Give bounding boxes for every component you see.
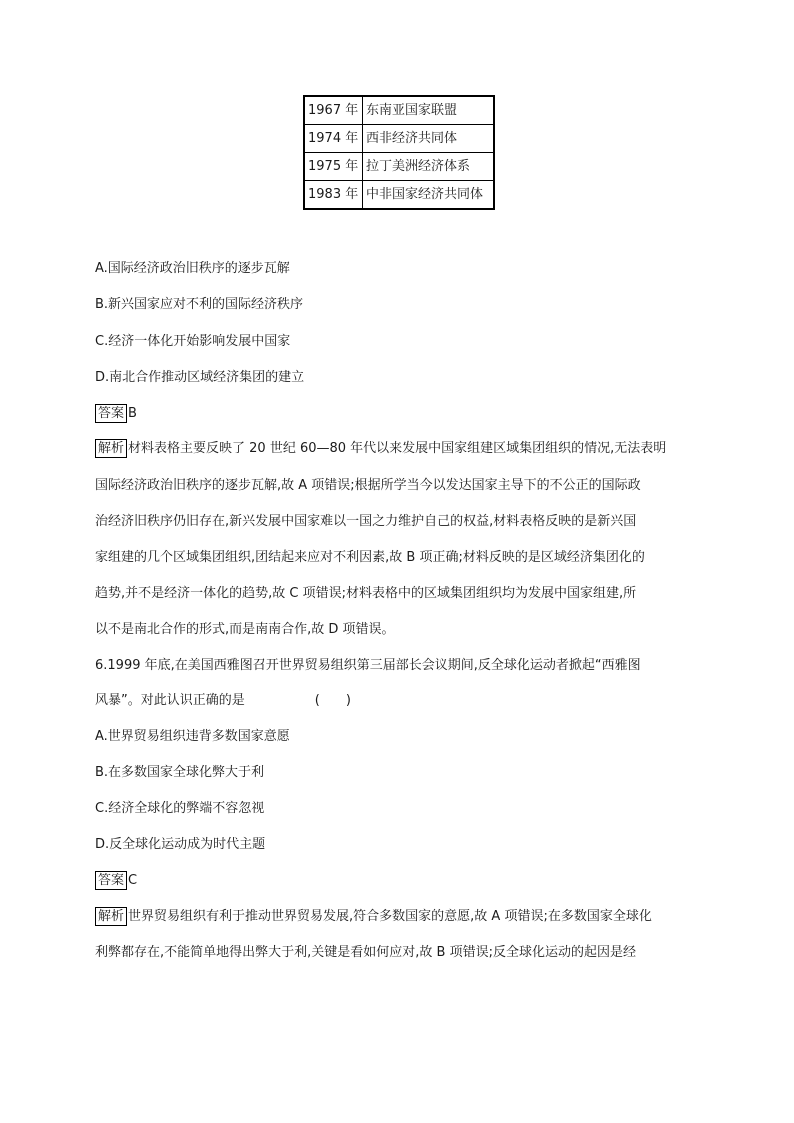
q5-analysis-line-1 <box>95 439 666 459</box>
analysis-label: 解析 <box>95 907 127 926</box>
year-cell: 1967 年 <box>304 96 363 125</box>
answer-label: 答案 <box>95 871 127 890</box>
answer-label: 答案 <box>95 404 127 423</box>
analysis-text: 世界贸易组织有利于推动世界贸易发展,符合多数国家的意愿,故 A 项错误;在多数国家全球化 <box>128 909 652 924</box>
answer-blank: ( ) <box>314 693 351 708</box>
q5-answer <box>95 404 137 424</box>
q6-option-b: B.在多数国家全球化弊大于利 <box>95 765 265 780</box>
q6-option-c: C.经济全球化的弊端不容忽视 <box>95 801 265 816</box>
q5-option-d: D.南北合作推动区域经济集团的建立 <box>95 370 305 385</box>
answer-value: B <box>128 406 137 421</box>
year-cell: 1983 年 <box>304 181 363 210</box>
stem-text: 风暴”。对此认识正确的是 <box>95 693 245 708</box>
q5-option-a: A.国际经济政治旧秩序的逐步瓦解 <box>95 261 290 276</box>
table-row <box>304 96 494 125</box>
analysis-label: 解析 <box>95 439 127 458</box>
q6-option-d: D.反全球化运动成为时代主题 <box>95 837 266 852</box>
q5-analysis-line-5: 趋势,并不是经济一体化的趋势,故 C 项错误;材料表格中的区域集团组织均为发展中国家组建,所 <box>95 586 637 601</box>
organization-cell: 中非国家经济共同体 <box>363 181 495 210</box>
q6-option-a: A.世界贸易组织违背多数国家意愿 <box>95 729 290 744</box>
q6-stem-line-2 <box>95 691 351 711</box>
q6-stem-line-1: 6.1999 年底,在美国西雅图召开世界贸易组织第三届部长会议期间,反全球化运动者掀起“西雅图 <box>95 658 641 673</box>
year-cell: 1975 年 <box>304 153 363 181</box>
q5-option-b: B.新兴国家应对不利的国际经济秩序 <box>95 297 304 312</box>
q6-answer <box>95 871 137 891</box>
table-row <box>304 125 494 153</box>
q5-analysis-line-2: 国际经济政治旧秩序的逐步瓦解,故 A 项错误;根据所学当今以发达国家主导下的不公正的国际政 <box>95 478 641 493</box>
q5-analysis-line-4: 家组建的几个区域集团组织,团结起来应对不利因素,故 B 项正确;材料反映的是区域经济集团化的 <box>95 550 645 565</box>
q6-analysis-line-2: 利弊都存在,不能简单地得出弊大于利,关键是看如何应对,故 B 项错误;反全球化运动的起因是经 <box>95 945 636 960</box>
answer-value: C <box>128 873 138 888</box>
q5-analysis-line-6: 以不是南北合作的形式,而是南南合作,故 D 项错误。 <box>95 622 395 637</box>
organization-table <box>303 95 495 210</box>
table-row <box>304 153 494 181</box>
q6-analysis-line-1 <box>95 907 652 927</box>
q5-option-c: C.经济一体化开始影响发展中国家 <box>95 334 291 349</box>
table-row <box>304 181 494 210</box>
organization-cell: 东南亚国家联盟 <box>363 96 495 125</box>
analysis-text: 材料表格主要反映了 20 世纪 60—80 年代以来发展中国家组建区域集团组织的情况,无法表明 <box>128 441 667 456</box>
q5-analysis-line-3: 治经济旧秩序仍旧存在,新兴发展中国家难以一国之力维护自己的权益,材料表格反映的是新兴国 <box>95 514 637 529</box>
organization-cell: 西非经济共同体 <box>363 125 495 153</box>
year-cell: 1974 年 <box>304 125 363 153</box>
organization-cell: 拉丁美洲经济体系 <box>363 153 495 181</box>
